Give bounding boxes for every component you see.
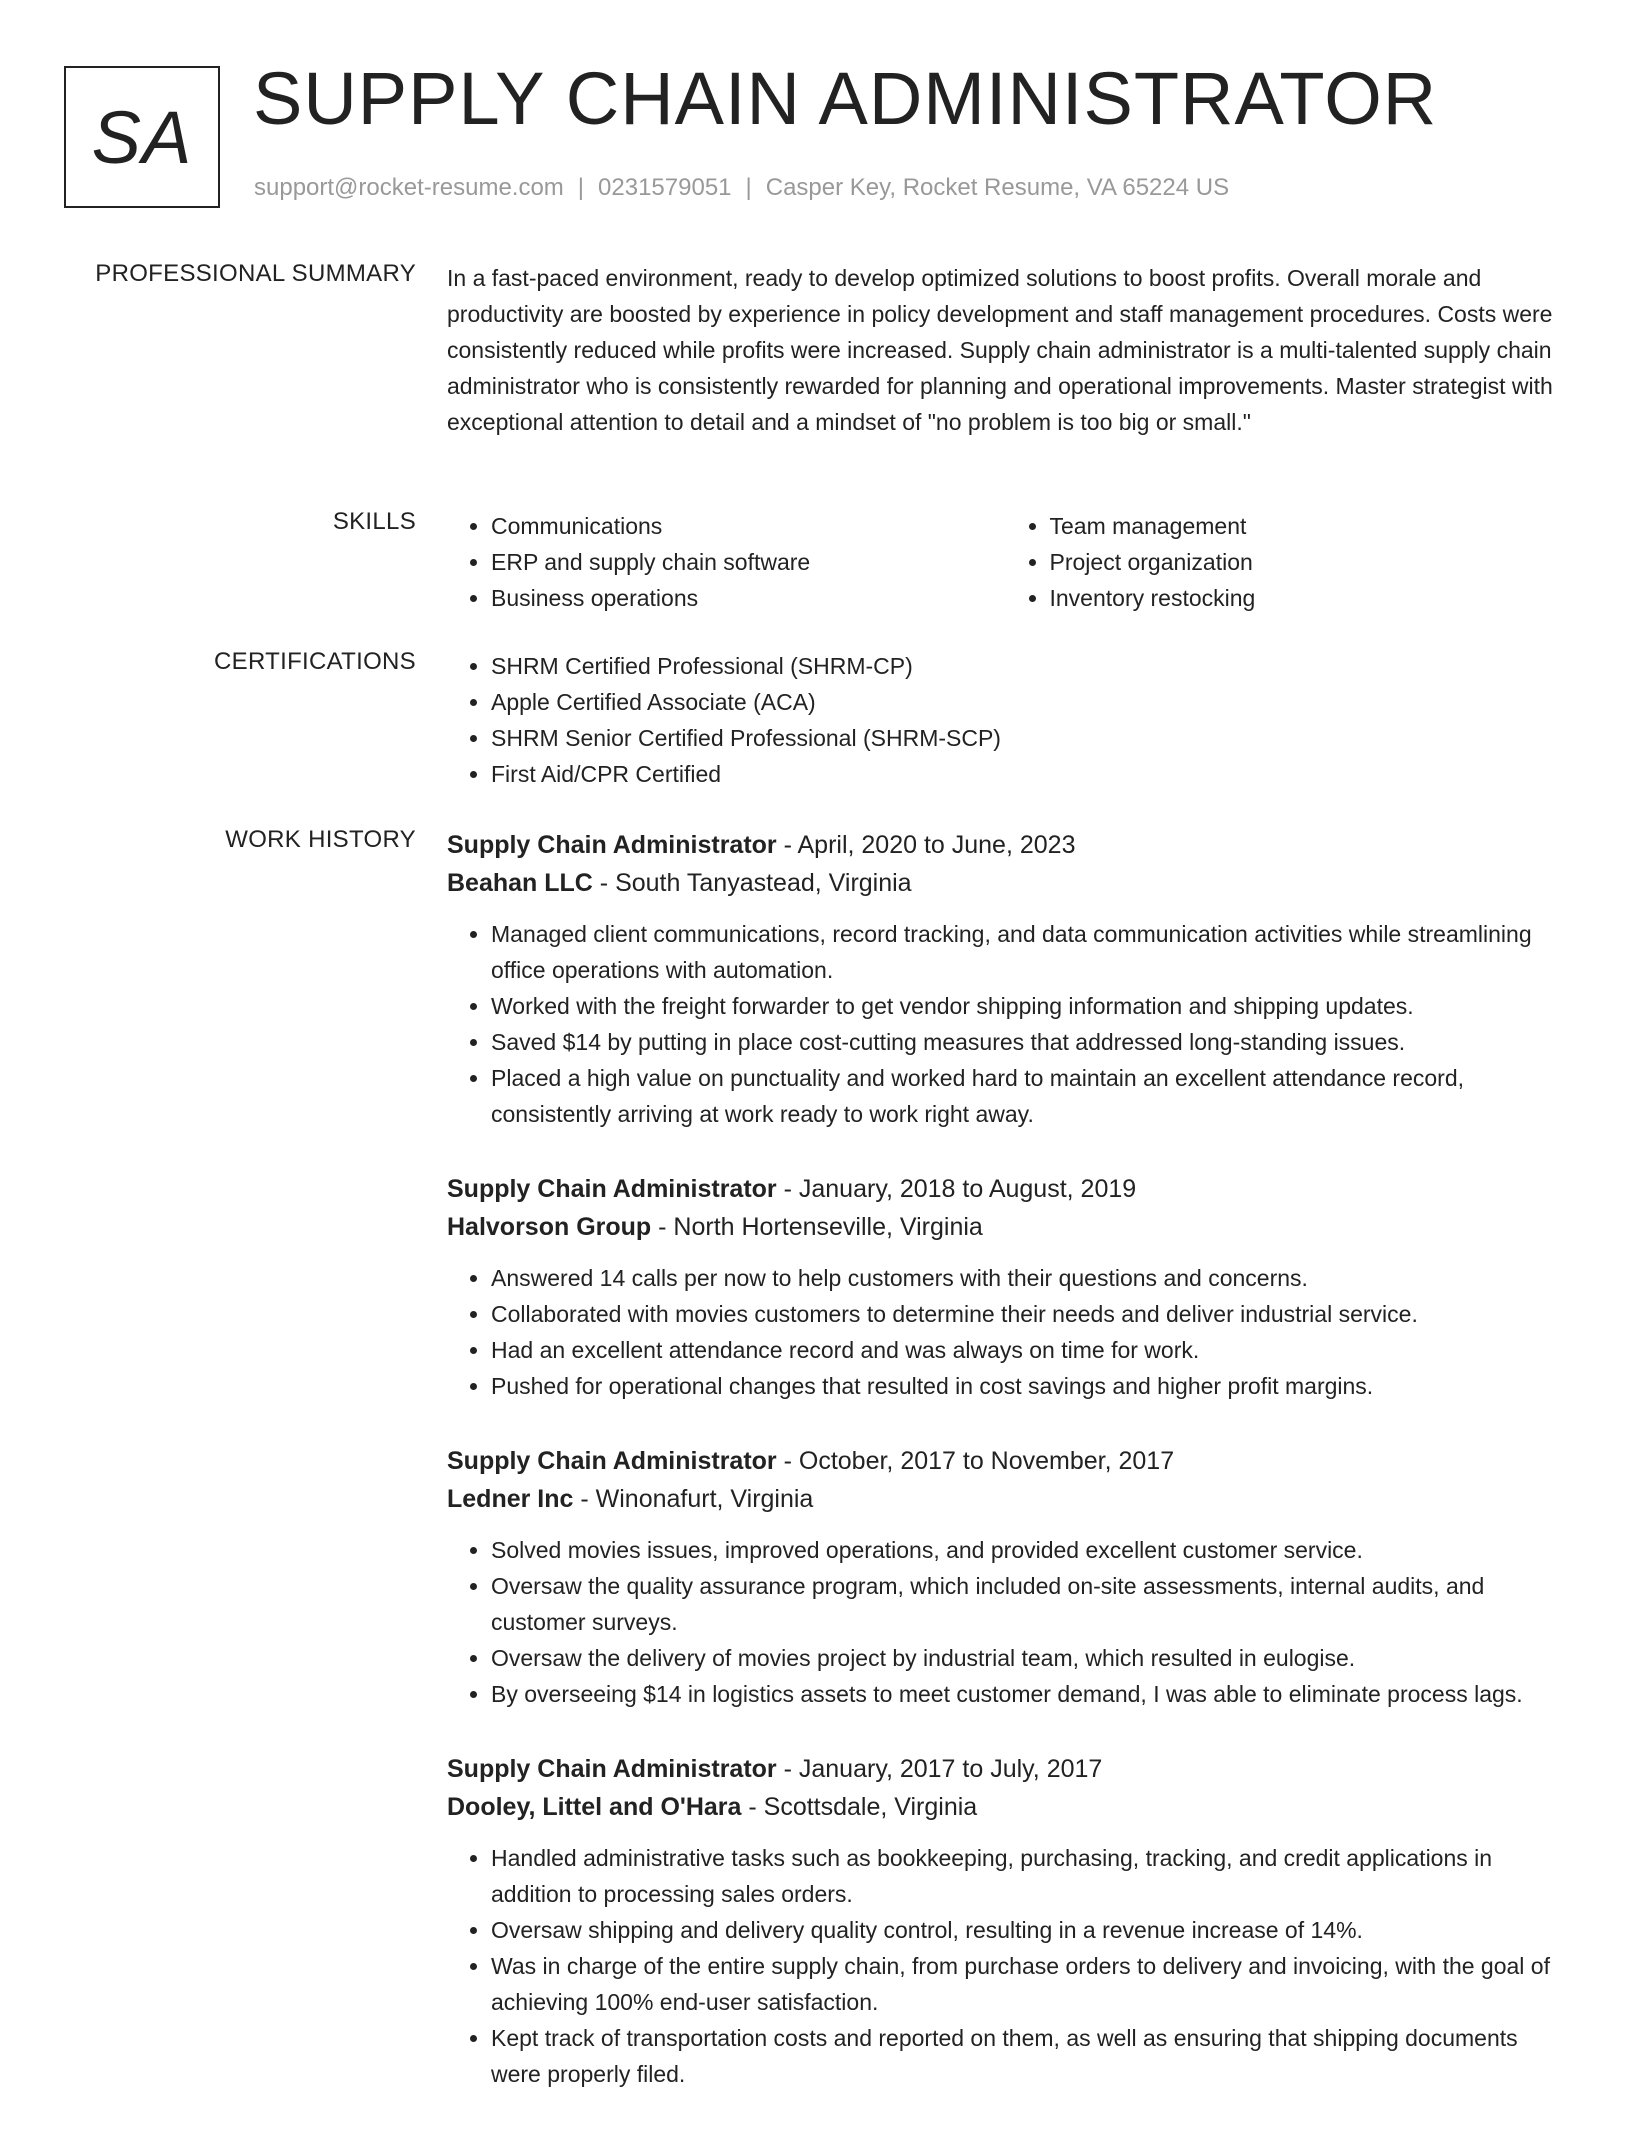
summary-heading: PROFESSIONAL SUMMARY	[95, 260, 416, 287]
job-company: Ledner Inc	[447, 1485, 574, 1513]
skills-heading: SKILLS	[332, 508, 416, 535]
job-bullet: • Managed client communications, record tracking, and data communication activities while streamlining office operations with automation.	[491, 916, 1564, 988]
job-title-line	[447, 1442, 1564, 1480]
job-bullet: • Worked with the freight forwarder to get vendor shipping information and shipping updates.	[491, 988, 1564, 1024]
job-bullet: • Oversaw the delivery of movies project by industrial team, which resulted in eulogise.	[491, 1640, 1564, 1676]
job-bullet: • Answered 14 calls per now to help customers with their questions and concerns.	[491, 1260, 1564, 1296]
certifications-body	[447, 648, 1564, 792]
job-bullet: • Pushed for operational changes that resulted in cost savings and higher profit margins.	[491, 1368, 1564, 1404]
job-company-line	[447, 1480, 1564, 1518]
job-bullets	[447, 916, 1564, 1132]
certifications-heading: CERTIFICATIONS	[214, 648, 416, 675]
summary-body	[447, 260, 1564, 440]
job-entry	[447, 1170, 1564, 1404]
job-bullet: • Handled administrative tasks such as bookkeeping, purchasing, tracking, and credit applications in addition to processing sales orders.	[491, 1840, 1564, 1912]
job-dates: - January, 2018 to August, 2019	[776, 1175, 1137, 1203]
job-title-line	[447, 1750, 1564, 1788]
job-title-line	[447, 1170, 1564, 1208]
job-bullet: • Kept track of transportation costs and reported on them, as well as ensuring that shipping documents were properly filed.	[491, 2020, 1564, 2092]
job-company-line	[447, 1788, 1564, 1826]
job-location: - North Hortenseville, Virginia	[651, 1213, 983, 1241]
job-entry	[447, 826, 1564, 1132]
job-company: Halvorson Group	[447, 1213, 652, 1241]
contact-email: support@rocket-resume.com	[254, 174, 564, 201]
job-location: - Scottsdale, Virginia	[741, 1793, 978, 1821]
job-company: Dooley, Littel and O'Hara	[447, 1793, 742, 1821]
job-bullets	[447, 1840, 1564, 2092]
job-role: Supply Chain Administrator	[447, 1175, 777, 1203]
certification-item: • SHRM Senior Certified Professional (SHRM-SCP)	[491, 720, 1564, 756]
job-bullets	[447, 1532, 1564, 1712]
monogram-badge: SA	[64, 66, 220, 208]
summary-text: In a fast-paced environment, ready to develop optimized solutions to boost profits. Overall morale and productivity are boosted by experience in policy development and staff management procedures. Costs were consistently reduced while profits were increased. Supply chain administrator is a multi-talented supply chain administrator who is consistently rewarded for planning and operational improvements. Master strategist with exceptional attention to detail and a mindset of "no problem is too big or small."	[447, 265, 1553, 435]
job-bullet: • Was in charge of the entire supply chain, from purchase orders to delivery and invoicing, with the goal of achieving 100% end-user satisfaction.	[491, 1948, 1564, 2020]
certifications-list	[447, 648, 1564, 792]
job-bullet: • Collaborated with movies customers to determine their needs and deliver industrial service.	[491, 1296, 1564, 1332]
job-bullets	[447, 1260, 1564, 1404]
skill-item: • Business operations	[491, 580, 1006, 616]
skill-item: • Communications	[491, 508, 1006, 544]
job-title-line	[447, 826, 1564, 864]
job-entry	[447, 1750, 1564, 2092]
skill-item: • Inventory restocking	[1050, 580, 1565, 616]
job-bullet: • Had an excellent attendance record and was always on time for work.	[491, 1332, 1564, 1368]
contact-address: Casper Key, Rocket Resume, VA 65224 US	[765, 174, 1230, 201]
skill-item: • ERP and supply chain software	[491, 544, 1006, 580]
certification-item: • First Aid/CPR Certified	[491, 756, 1564, 792]
job-company-line	[447, 1208, 1564, 1246]
skills-grid	[447, 508, 1564, 616]
job-entry	[447, 1442, 1564, 1712]
skill-item: • Team management	[1050, 508, 1565, 544]
job-bullet: • Saved $14 by putting in place cost-cutting measures that addressed long-standing issues.	[491, 1024, 1564, 1060]
contact-separator: |	[745, 174, 752, 201]
job-bullet: • By overseeing $14 in logistics assets to meet customer demand, I was able to eliminate process lags.	[491, 1676, 1564, 1712]
contact-separator: |	[577, 174, 585, 201]
resume-name-title: SUPPLY CHAIN ADMINISTRATOR	[253, 57, 1438, 140]
contact-line	[254, 174, 1229, 202]
skill-item: • Project organization	[1050, 544, 1565, 580]
certification-item: • Apple Certified Associate (ACA)	[491, 684, 1564, 720]
job-dates: - October, 2017 to November, 2017	[776, 1447, 1175, 1475]
job-company-line	[447, 864, 1564, 902]
job-company: Beahan LLC	[447, 869, 593, 897]
skills-body	[447, 508, 1564, 616]
job-bullet: • Placed a high value on punctuality and worked hard to maintain an excellent attendance record, consistently arriving at work ready to work right away.	[491, 1060, 1564, 1132]
job-role: Supply Chain Administrator	[447, 831, 777, 859]
job-bullet: • Oversaw the quality assurance program, which included on-site assessments, internal audits, and customer surveys.	[491, 1568, 1564, 1640]
job-dates: - January, 2017 to July, 2017	[776, 1755, 1103, 1783]
job-bullet: • Solved movies issues, improved operations, and provided excellent customer service.	[491, 1532, 1564, 1568]
job-bullet: • Oversaw shipping and delivery quality control, resulting in a revenue increase of 14%.	[491, 1912, 1564, 1948]
work-history-heading: WORK HISTORY	[225, 826, 416, 853]
job-location: - Winonafurt, Virginia	[573, 1485, 814, 1513]
job-role: Supply Chain Administrator	[447, 1755, 777, 1783]
job-dates: - April, 2020 to June, 2023	[776, 831, 1076, 859]
work-history-body	[447, 826, 1564, 2130]
contact-phone: 0231579051	[598, 174, 732, 201]
certification-item: • SHRM Certified Professional (SHRM-CP)	[491, 648, 1564, 684]
job-role: Supply Chain Administrator	[447, 1447, 777, 1475]
skills-column-1	[447, 508, 1006, 616]
job-location: - South Tanyastead, Virginia	[592, 869, 912, 897]
skills-column-2	[1006, 508, 1565, 616]
